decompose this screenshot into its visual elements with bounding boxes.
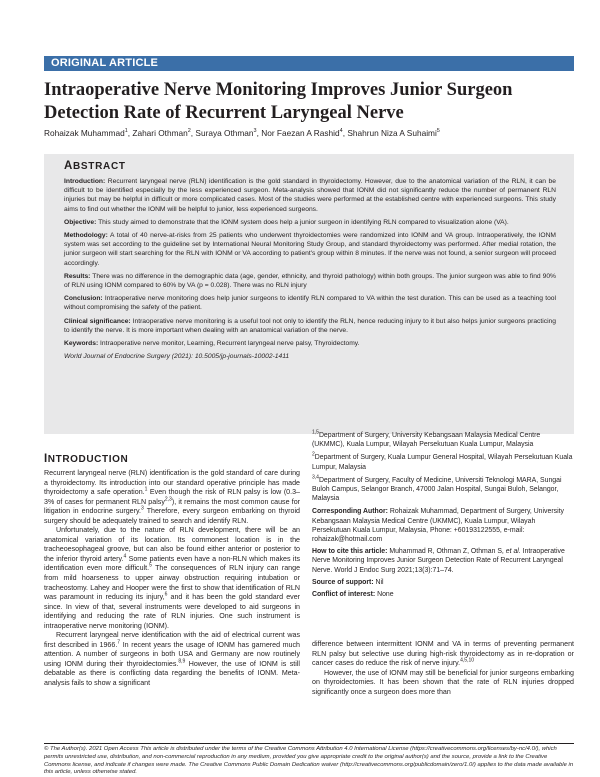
body-paragraph: Unfortunately, due to the nature of RLN development, there will be an anatomical variation of its location. Its commonest location is in the tracheoesophageal groove, but can also be found either anterior or posterior to the inferior thyroid artery.$^4$ Some patients even have a non-RLN which makes its identification even more difficult.$^5$ The consequences of RLN injury can range from mild hoarseness to upper airway obstruction requiring intubation or tracheostomy. Lahey and Hooper were the first to show that identification of RLN was paramount in reducing its injury,$^6$ and it has been the gold standard ever since. In view of that, several instruments were developed to aid surgeons in identifying and reducing the rate of RLN injuries. One such instrument is intraoperative nerve monitoring (IONM). xyxy=(44,526,301,630)
conflict-of-interest: Conflict of interest: None xyxy=(312,591,394,599)
abstract-introduction: Introduction: Recurrent laryngeal nerve (RLN) identification is the gold standard in thyroidectomy. However, due to the anatomical variation of the RLN, it can be difficult to be identified especially by the less experienced surgeon. Meta-analysis showed that IONM did not significantly reduce the number of permanent RLN injuries but may be helpful in difficult or more complicated cases. Most of the studies were performed at the established centre with experienced surgeons. This study aims to find out whether the IONM will be helpful to junior, less experienced surgeons. xyxy=(64,178,556,213)
how-to-cite: How to cite this article: Muhammad R, Othman Z, Othman S, et al. Intraoperative Nerve Monitoring Improves Junior Surgeon Detection Rate of Recurrent Laryngeal Nerve. World J Endoc Surg 2021;13(3):71–74. xyxy=(312,548,565,574)
abstract-conclusion: Conclusion: Intraoperative nerve monitoring does help junior surgeons to identify RLN compared to VA within the test duration. This can be used as a teaching tool without compromising the safety of the patient. xyxy=(64,295,556,312)
abstract-methodology: Methodology: A total of 40 nerve-at-risks from 25 patients who underwent thyroidectomies were randomized into IONM and VA group. Intraoperatively, the IONM system was set according to the guideline set by International Neural Monitoring Study Group, and standard thyroidectomy was performed. After medial rotation, the junior surgeon will start searching for the RLN with IONM or VA according to patient's group within 8 minutes. If the nerve was not found, a senior surgeon will proceed accordingly. xyxy=(64,232,556,267)
body-paragraph: difference between intermittent IONM and VA in terms of preventing permanent RLN palsy but selective use during high-risk thyroidectomy as in re-dopration or cancer cases do reduce the risk of nerve injury.$^{4,5,10}$ xyxy=(312,640,574,668)
abstract-clinical-significance: Clinical significance: Intraoperative nerve monitoring is a useful tool not only to identify the RLN, hence reducing injury to it but also helps junior surgeons practicing to identify the nerve. It is more important when dealing with an anatomical variation of the nerve. xyxy=(64,317,556,334)
introduction-section xyxy=(44,453,300,689)
abstract-objective: Objective: This study aimed to demonstrate that the IONM system does help a junior surgeon in identifying RLN compared to visualization alone (VA). xyxy=(64,218,509,226)
body-paragraph: Recurrent laryngeal nerve identification with the aid of electrical current was first described in 1966.$^7$ In recent years the usage of IONM has garnered much attention. A number of surgeons in both USA and Germany are now routinely using IONM during their thyroidectomies.$^{8,9}$ However, the use of IONM is still debatable as there is conflicting data regarding the benefits of IONM. Meta-analysis fails to show a significant xyxy=(44,631,300,688)
body-paragraph: Recurrent laryngeal nerve (RLN) identification is the gold standard of care during a thyroidectomy. Its introduction into our standard operative principle has made thyroidectomy a safe operation.$^1$ Even though the risk of RLN palsy is low (0.3–3% of cases for permanent RLN palsy$^{2,3}$), it remains the most common cause for litigation in endocrine surgery.$^3$ Therefore, every surgeon embarking on thyroid surgery should be adequately trained to search and identify RLN. xyxy=(44,469,300,525)
abstract-box xyxy=(44,154,574,434)
article-type-text: ORIGINAL ARTICLE xyxy=(51,57,159,69)
affiliation: $^{1,5}$Department of Surgery, University Kebangsaan Malaysia Medical Centre (UKMMC), Kuala Lumpur, Wilayah Persekutuan Kuala Lumpur, Malaysia xyxy=(312,429,541,449)
license-footer: © The Author(s). 2021 Open Access This article is distributed under the terms of the Creative Commons Attribution 4.0 International License (https://creativecommons.org/licenses/by-nc/4.0/), which permits unrestricted use, distribution, and non-commercial reproduction in any medium, provided you give appropriate credit to the original author(s) and the source, provide a link to the Creative Commons license, and indicate if changes were made. The Creative Commons Public Domain Dedication waiver (http://creativecommons.org/publicdomain/zero/1.0/) applies to the data made available in this article, unless otherwise stated. xyxy=(44,746,574,776)
article-title: Intraoperative Nerve Monitoring Improves Junior Surgeon Detection Rate of Recurrent Laryngeal Nerve xyxy=(44,80,513,123)
author-name: Rohaizak Muhammad xyxy=(44,128,125,138)
body-paragraph: However, the use of IONM may still be beneficial for junior surgeons embarking on thyroidectomies. It has been shown that the rate of RLN injuries dropped significantly once a surgeon does more than xyxy=(312,668,574,696)
author-name: Suraya Othman xyxy=(195,128,254,138)
abstract-heading: ABSTRACT xyxy=(64,160,126,172)
author-name: Nor Faezan A Rashid xyxy=(261,128,340,138)
affiliation: $^{3,4}$Department of Surgery, Faculty of Medicine, Universiti Teknologi MARA, Sungai Buloh Campus, Selangor Branch, 47000 Jalan Hospital, Sungai Buloh, Selangor, Malaysia xyxy=(312,474,562,503)
journal-citation: World Journal of Endocrine Surgery (2021): 10.5005/jp-journals-10002-1411 xyxy=(64,353,290,361)
article-metadata xyxy=(312,431,574,602)
source-of-support: Source of support: Nil xyxy=(312,578,384,586)
introduction-heading: INTRODUCTION xyxy=(44,453,129,465)
footer-divider xyxy=(44,743,574,744)
corresponding-author: Corresponding Author: Rohaizak Muhammad, Department of Surgery, University Kebangsaan Malaysia Medical Centre (UKMMC), Kuala Lumpur, Wilayah Persekutuan Kuala Lumpur, Malaysia, Phone: +60193122555, e-mail: rohaizak@hotmail.com xyxy=(312,508,564,544)
author-list: Rohaizak Muhammad$^1$, Zahari Othman$^2$, Suraya Othman$^3$, Nor Faezan A Rashid$^4$, Shahrun Niza A Suhaimi$^5$ xyxy=(44,128,440,138)
article-type-label xyxy=(44,56,574,71)
author-name: Zahari Othman xyxy=(132,128,188,138)
abstract-results: Results: There was no difference in the demographic data (age, gender, ethnicity, and thyroid pathology) within both groups. The junior surgeon was able to find 90% of RLN using IONM compared to 60% by VA (p = 0.028). There was no RLN injury xyxy=(64,272,556,290)
introduction-continued xyxy=(312,640,574,697)
abstract-keywords: Keywords: Intraoperative nerve monitor, Learning, Recurrent laryngeal nerve palsy, Thyroidectomy. xyxy=(64,340,360,348)
affiliation: $^2$Department of Surgery, Kuala Lumpur General Hospital, Wilayah Persekutuan Kuala Lumpur, Malaysia xyxy=(312,452,573,471)
author-name: Shahrun Niza A Suhaimi xyxy=(347,128,437,138)
